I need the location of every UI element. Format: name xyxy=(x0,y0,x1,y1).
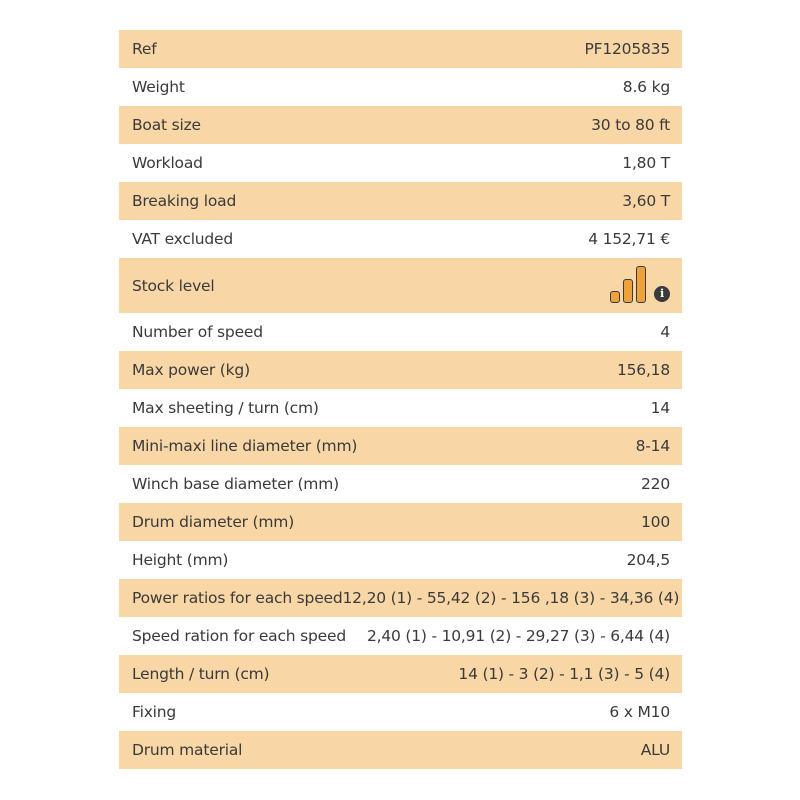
spec-value: 204,5 xyxy=(626,551,670,569)
spec-row-max-power xyxy=(119,351,682,389)
spec-value: ALU xyxy=(640,741,670,759)
spec-row-speed-ration xyxy=(119,617,682,655)
spec-value: 6 x M10 xyxy=(609,703,670,721)
spec-row-length-turn xyxy=(119,655,682,693)
spec-label: Length / turn (cm) xyxy=(132,665,270,683)
spec-label: Fixing xyxy=(132,703,177,721)
spec-label: Max sheeting / turn (cm) xyxy=(132,399,319,417)
spec-value: 8-14 xyxy=(635,437,670,455)
spec-value: 4 xyxy=(660,323,670,341)
spec-row-fixing xyxy=(119,693,682,731)
spec-label: Mini-maxi line diameter (mm) xyxy=(132,437,358,455)
spec-row-power-ratios xyxy=(119,579,682,617)
spec-value: 14 xyxy=(650,399,670,417)
spec-label: Power ratios for each speed xyxy=(132,589,343,607)
spec-label: Winch base diameter (mm) xyxy=(132,475,339,493)
stock-bar-1 xyxy=(610,291,620,303)
spec-row-winch-base-diameter xyxy=(119,465,682,503)
spec-label: Height (mm) xyxy=(132,551,229,569)
spec-label: Ref xyxy=(132,40,157,58)
spec-row-height xyxy=(119,541,682,579)
spec-value: 8.6 kg xyxy=(622,78,670,96)
spec-row-breaking-load xyxy=(119,182,682,220)
spec-label: Drum diameter (mm) xyxy=(132,513,295,531)
spec-value: 1,80 T xyxy=(622,154,670,172)
stock-bar-2 xyxy=(623,279,633,303)
spec-value: 220 xyxy=(641,475,670,493)
spec-row-drum-material xyxy=(119,731,682,769)
spec-label: Max power (kg) xyxy=(132,361,250,379)
spec-row-boat-size xyxy=(119,106,682,144)
spec-value: 156,18 xyxy=(616,361,670,379)
spec-row-weight xyxy=(119,68,682,106)
spec-label: Stock level xyxy=(132,276,215,295)
spec-label: Speed ration for each speed xyxy=(132,627,346,645)
spec-value: 14 (1) - 3 (2) - 1,1 (3) - 5 (4) xyxy=(458,665,670,683)
spec-label: Weight xyxy=(132,78,185,96)
spec-row-workload xyxy=(119,144,682,182)
price-value: 4 152,71 € xyxy=(588,230,670,248)
stock-bar-3 xyxy=(636,266,646,303)
spec-label: Workload xyxy=(132,154,203,172)
spec-label: Breaking load xyxy=(132,192,237,210)
spec-label: Boat size xyxy=(132,116,201,134)
stock-indicator xyxy=(610,266,670,305)
info-icon[interactable]: i xyxy=(654,286,670,302)
spec-row-ref xyxy=(119,30,682,68)
spec-label: Drum material xyxy=(132,741,243,759)
spec-row-vat-excluded xyxy=(119,220,682,258)
spec-value: 2,40 (1) - 10,91 (2) - 29,27 (3) - 6,44 (4) xyxy=(366,627,670,645)
specifications-table xyxy=(119,30,682,769)
spec-row-line-diameter xyxy=(119,427,682,465)
spec-value: 100 xyxy=(641,513,670,531)
spec-label: Number of speed xyxy=(132,323,263,341)
spec-row-max-sheeting xyxy=(119,389,682,427)
spec-value: 30 to 80 ft xyxy=(591,116,670,134)
spec-value: 3,60 T xyxy=(622,192,670,210)
spec-value: PF1205835 xyxy=(584,40,670,58)
stock-level-bars-icon xyxy=(610,266,646,303)
spec-row-drum-diameter xyxy=(119,503,682,541)
spec-row-number-of-speed xyxy=(119,313,682,351)
spec-value: 12,20 (1) - 55,42 (2) - 156 ,18 (3) - 34,36 (4) xyxy=(342,589,680,607)
spec-row-stock-level xyxy=(119,258,682,313)
spec-label: VAT excluded xyxy=(132,230,234,248)
